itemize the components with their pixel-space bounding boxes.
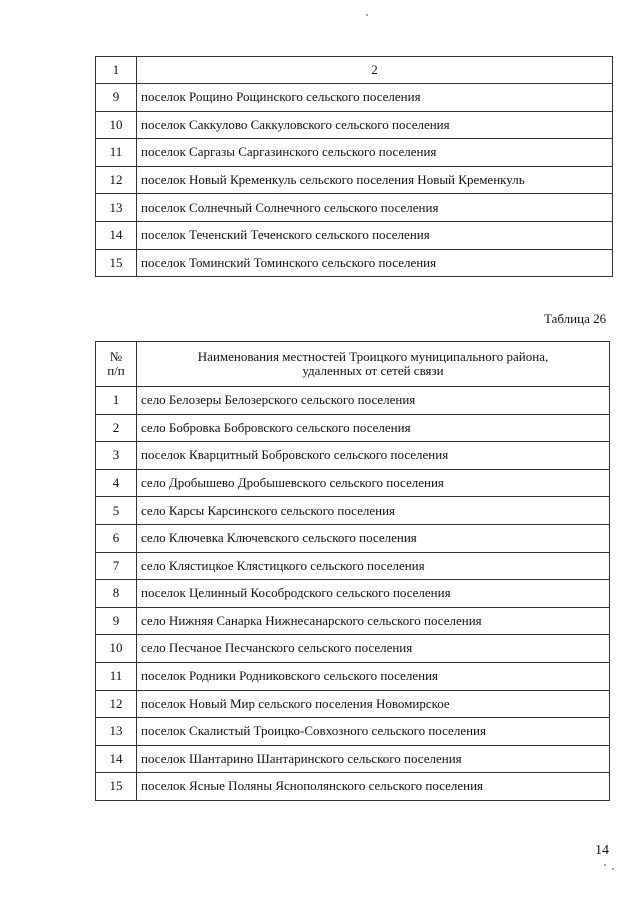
row-number: 8 (96, 580, 137, 608)
row-number: 5 (96, 497, 137, 525)
table-row (96, 690, 610, 718)
locality-name: поселок Новый Мир сельского поселения Новомирское (137, 690, 610, 718)
locality-name: село Карсы Карсинского сельского поселения (137, 497, 610, 525)
table-26 (95, 341, 610, 801)
row-number: 3 (96, 442, 137, 470)
row-number: 2 (96, 414, 137, 442)
locality-name: поселок Родники Родниковского сельского поселения (137, 662, 610, 690)
row-number: 12 (96, 690, 137, 718)
locality-name: поселок Скалистый Троицко-Совхозного сельского поселения (137, 718, 610, 746)
row-number: 11 (96, 139, 137, 167)
row-number: 4 (96, 469, 137, 497)
row-number: 11 (96, 662, 137, 690)
row-number: 15 (96, 249, 137, 277)
table-row (96, 469, 610, 497)
column-number-row (96, 57, 613, 84)
locality-name: село Клястицкое Клястицкого сельского поселения (137, 552, 610, 580)
table-row (96, 662, 610, 690)
table-row (96, 221, 613, 249)
page-number: 14 (595, 843, 609, 858)
locality-name: поселок Рощино Рощинского сельского поселения (137, 84, 613, 112)
table-row (96, 139, 613, 167)
table-row (96, 442, 610, 470)
header-name-line-1: Наименования местностей Троицкого муниципального района, (197, 348, 549, 364)
locality-name: поселок Солнечный Солнечного сельского поселения (137, 194, 613, 222)
continuation-table (95, 56, 613, 277)
header-number-symbol: № (109, 348, 123, 364)
locality-name: поселок Целинный Кособродского сельского поселения (137, 580, 610, 608)
row-number: 1 (96, 387, 137, 415)
table-row (96, 387, 610, 415)
row-number: 13 (96, 194, 137, 222)
table-row (96, 414, 610, 442)
table-row (96, 194, 613, 222)
row-number: 14 (96, 221, 137, 249)
locality-name: поселок Теченский Теченского сельского поселения (137, 221, 613, 249)
table-caption: Таблица 26 (544, 311, 607, 326)
row-number: 9 (96, 84, 137, 112)
row-number: 6 (96, 524, 137, 552)
locality-name: поселок Новый Кременкуль сельского поселения Новый Кременкуль (137, 166, 613, 194)
table-row (96, 249, 613, 277)
table-row (96, 718, 610, 746)
locality-name: село Ключевка Ключевского сельского поселения (137, 524, 610, 552)
table-row (96, 497, 610, 525)
table-row (96, 745, 610, 773)
table-row (96, 111, 613, 139)
scan-speck (604, 864, 606, 866)
locality-name: село Дробышево Дробышевского сельского поселения (137, 469, 610, 497)
column-number-1: 1 (96, 57, 137, 84)
header-name-line-2: удаленных от сетей связи (302, 363, 444, 378)
row-number: 13 (96, 718, 137, 746)
locality-name: поселок Шантарино Шантаринского сельского поселения (137, 745, 610, 773)
header-number-cell (96, 342, 137, 387)
column-number-2: 2 (137, 57, 613, 84)
row-number: 15 (96, 773, 137, 801)
table-row (96, 773, 610, 801)
table-row (96, 524, 610, 552)
locality-name: село Нижняя Санарка Нижнесанарского сельского поселения (137, 607, 610, 635)
locality-name: село Песчаное Песчанского сельского поселения (137, 635, 610, 663)
table-row (96, 607, 610, 635)
table-row (96, 580, 610, 608)
locality-name: поселок Саккулово Саккуловского сельского поселения (137, 111, 613, 139)
locality-name: поселок Томинский Томинского сельского поселения (137, 249, 613, 277)
row-number: 10 (96, 111, 137, 139)
table-row (96, 635, 610, 663)
header-number-abbr: п/п (107, 363, 125, 378)
locality-name: поселок Кварцитный Бобровского сельского поселения (137, 442, 610, 470)
locality-name: село Бобровка Бобровского сельского поселения (137, 414, 610, 442)
row-number: 9 (96, 607, 137, 635)
locality-name: поселок Саргазы Саргазинского сельского поселения (137, 139, 613, 167)
table-row (96, 552, 610, 580)
locality-name: поселок Ясные Поляны Яснополянского сельского поселения (137, 773, 610, 801)
table-row (96, 166, 613, 194)
scan-speck (612, 868, 614, 870)
table-header-row (96, 342, 610, 387)
row-number: 7 (96, 552, 137, 580)
row-number: 14 (96, 745, 137, 773)
row-number: 12 (96, 166, 137, 194)
header-name-cell (137, 342, 610, 387)
scan-speck (366, 14, 368, 16)
locality-name: село Белозеры Белозерского сельского поселения (137, 387, 610, 415)
row-number: 10 (96, 635, 137, 663)
table-row (96, 84, 613, 112)
